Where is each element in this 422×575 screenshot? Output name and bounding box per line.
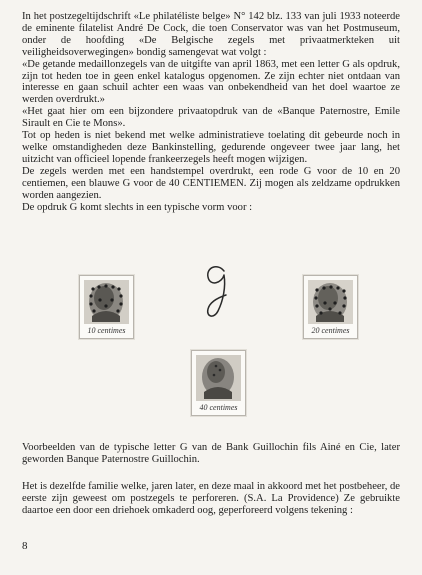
stamp-value-label: 10 centimes — [87, 326, 126, 335]
paragraph-perforation: Het is dezelfde familie welke, jaren later, en deze maal in akkoord met het postbeheer, de eerste zijn geweest om postzegels te perforeren. (S.A. La Providence) Ze gebruikte daartoe een door een driehoek omkaderd oog, geperforeerd volgens tekening : — [22, 481, 401, 516]
stamp-image-20-centimes — [303, 275, 358, 339]
letter-g-overprint-drawing — [196, 261, 236, 323]
stamp-value-label: 20 centimes — [311, 326, 350, 335]
paragraph-quote-2: «Het gaat hier om een bijzondere privaatopdruk van de «Banque Paternostre, Emile Sirault en Cie te Mons». — [22, 106, 400, 130]
stamp-portrait — [304, 276, 357, 328]
page-number: 8 — [22, 540, 28, 552]
paragraph-overprint: De zegels werden met een handstempel overdrukt, een rode G voor de 10 en 20 centiemen, een blauwe G voor de 40 CENTIEMEN. Zij mogen als zeldzame opdrukken worden aangezien. — [22, 165, 400, 201]
paragraph-intro: In het postzegeltijdschrift «Le philatéliste belge» N° 142 blz. 133 van juli 1933 noteerde de eminente filatelist André De Cock, die toen Conservator was van het Postmuseum, onder de hoofding «De Belgische zegels met privaatmerkteken uit veiligheidsoverwegingen» bondig samengevat wat volgt : — [22, 11, 400, 58]
stamp-portrait — [192, 351, 245, 405]
stamp-image-10-centimes — [79, 275, 134, 339]
body-text-bottom — [22, 481, 400, 517]
paragraph-quote-1: «De getande medaillonzegels van de uitgifte van april 1863, met een letter G als opdruk, zijn tot heden toe in geen enkel katalogus opgenomen. Ze zijn echter niet ontdaan van interesse en gaan schuil achter een waas van onbekendheid van het doel waartoe ze werden overdrukt.» — [22, 58, 400, 106]
body-text-top — [22, 11, 400, 213]
stamp-value-label: 40 centimes — [199, 403, 238, 412]
caption-paragraph: Voorbeelden van de typische letter G van de Bank Guillochin fils Ainé en Cie, later geworden Banque Paternostre Guillochin. — [22, 442, 400, 465]
stamp-portrait — [80, 276, 133, 328]
caption-text — [22, 442, 400, 466]
paragraph-permission: Tot op heden is niet bekend met welke administratieve toelating dit gebeurde noch in welke omstandigheden deze Bankinstelling, gedurende ongeveer twee jaar lang, het uitzicht van officieel lopende frankeerzegels heeft mogen wijzigen. — [22, 130, 400, 165]
paragraph-typical-form: De opdruk G komt slechts in een typische vorm voor : — [22, 201, 253, 213]
stamp-image-40-centimes — [191, 350, 246, 416]
